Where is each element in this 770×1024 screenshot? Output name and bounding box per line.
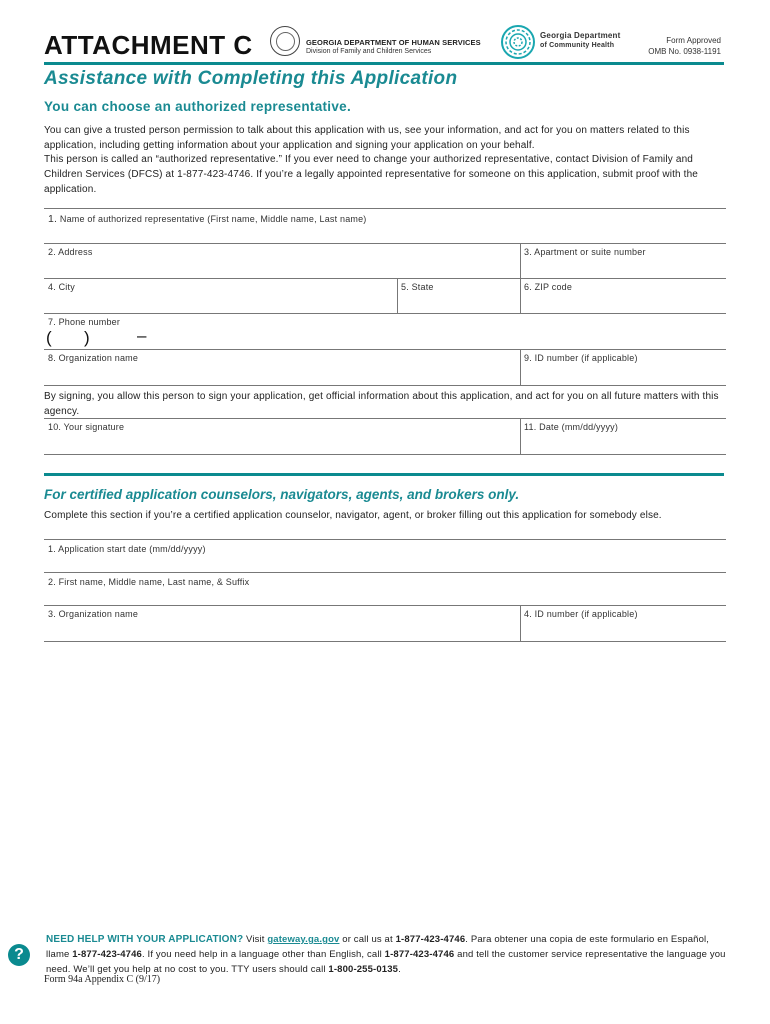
help-question-icon: ? <box>8 944 30 966</box>
tty-phone: 1-800-255-0135 <box>328 964 399 975</box>
field-1-label[interactable] <box>48 213 367 225</box>
apartment-label[interactable]: 3. Apartment or suite number <box>524 247 646 257</box>
dch-name-line2: of Community Health <box>540 42 615 49</box>
help-mid: or call us at <box>339 934 396 945</box>
field-1-number: 1. <box>48 213 58 225</box>
counselor-section-title: For certified application counselors, navigators, agents, and brokers only. <box>44 487 520 502</box>
divider <box>44 349 726 350</box>
state-label[interactable]: 5. State <box>401 282 434 292</box>
counselor-paragraph: Complete this section if you’re a certified application counselor, navigator, agent, or broker filling out this application for somebody else. <box>44 510 662 521</box>
divider <box>44 208 726 209</box>
help-representative: and tell the customer service representative the language you need. We’ll get you help at no cost to you. TTY users should call <box>46 949 726 975</box>
form-approved-label: Form Approved <box>666 36 721 45</box>
gateway-link[interactable]: gateway.ga.gov <box>267 934 340 945</box>
zip-label[interactable]: 6. ZIP code <box>524 282 573 292</box>
divider <box>44 539 726 540</box>
start-date-label[interactable]: 1. Application start date (mm/dd/yyyy) <box>48 544 206 554</box>
signing-statement: By signing, you allow this person to sign your application, get official information about this application, and act for you on all future matters with this agency. <box>44 391 719 417</box>
divider <box>520 278 521 313</box>
dhs-seal-logo <box>270 26 300 56</box>
help-text <box>46 932 726 977</box>
divider <box>44 313 726 314</box>
counselor-org-label[interactable]: 3. Organization name <box>48 609 139 619</box>
divider <box>520 605 521 641</box>
field-1-text: Name of authorized representative (First name, Middle name, Last name) <box>59 214 367 224</box>
section-title: Assistance with Completing this Application <box>44 68 458 89</box>
divider <box>44 572 726 573</box>
phone-paren-open: ( <box>46 328 52 347</box>
phone-label[interactable]: 7. Phone number <box>48 317 121 327</box>
help-end: . <box>398 964 401 975</box>
phone-3: 1-877-423-4746 <box>384 949 455 960</box>
form-number: Form 94a Appendix C (9/17) <box>44 974 161 985</box>
divider <box>520 243 521 278</box>
divider <box>44 641 726 642</box>
intro-paragraph: You can give a trusted person permission to talk about this application with us, see your information, and act for you on matters related to this application, including getting information about your application and signing your application on your behalf. <box>44 125 690 151</box>
form-approved <box>648 35 721 57</box>
id-number-label[interactable]: 9. ID number (if applicable) <box>524 353 638 363</box>
section-rule <box>44 473 724 476</box>
phone-2: 1-877-423-4746 <box>72 949 142 960</box>
address-label[interactable]: 2. Address <box>48 247 93 257</box>
divider <box>397 278 398 313</box>
divider <box>44 278 726 279</box>
phone-dash: – <box>137 326 147 345</box>
help-language: . If you need help in a language other than English, call <box>141 949 385 960</box>
organization-label[interactable]: 8. Organization name <box>48 353 139 363</box>
header-rule <box>44 62 724 65</box>
help-visit: Visit <box>243 934 268 945</box>
attachment-title: ATTACHMENT C <box>44 30 253 60</box>
counselor-name-label[interactable]: 2. First name, Middle name, Last name, & Suffix <box>48 577 250 587</box>
omb-number: OMB No. 0938-1191 <box>648 47 721 56</box>
divider <box>44 605 726 606</box>
divider <box>520 418 521 454</box>
phone-1: 1-877-423-4746 <box>395 934 466 945</box>
dhs-division: Division of Family and Children Services <box>306 48 432 55</box>
divider <box>44 418 726 419</box>
signature-label[interactable]: 10. Your signature <box>48 422 125 432</box>
help-spanish: . Para obtener una copia de este formulario en Español, llame <box>46 934 710 960</box>
city-label[interactable]: 4. City <box>48 282 75 292</box>
divider <box>520 349 521 385</box>
intro-paragraph-2: This person is called an “authorized representative.” If you ever need to change your authorized representative, contact Division of Family and Children Services (DFCS) at 1-877-423-4746. If you’re a legally appointed representative for someone on this application, submit proof with the application. <box>44 154 699 195</box>
divider <box>44 385 726 386</box>
phone-paren-close: ) <box>84 328 90 347</box>
date-label[interactable]: 11. Date (mm/dd/yyyy) <box>524 422 619 432</box>
dhs-name: GEORGIA DEPARTMENT OF HUMAN SERVICES <box>306 38 481 47</box>
divider <box>44 243 726 244</box>
counselor-id-label[interactable]: 4. ID number (if applicable) <box>524 609 638 619</box>
dch-logo <box>500 24 536 60</box>
help-heading: NEED HELP WITH YOUR APPLICATION? <box>46 934 244 945</box>
section-subtitle: You can choose an authorized representative. <box>44 99 352 114</box>
dch-name-line1: Georgia Department <box>540 31 621 40</box>
divider <box>44 454 726 455</box>
